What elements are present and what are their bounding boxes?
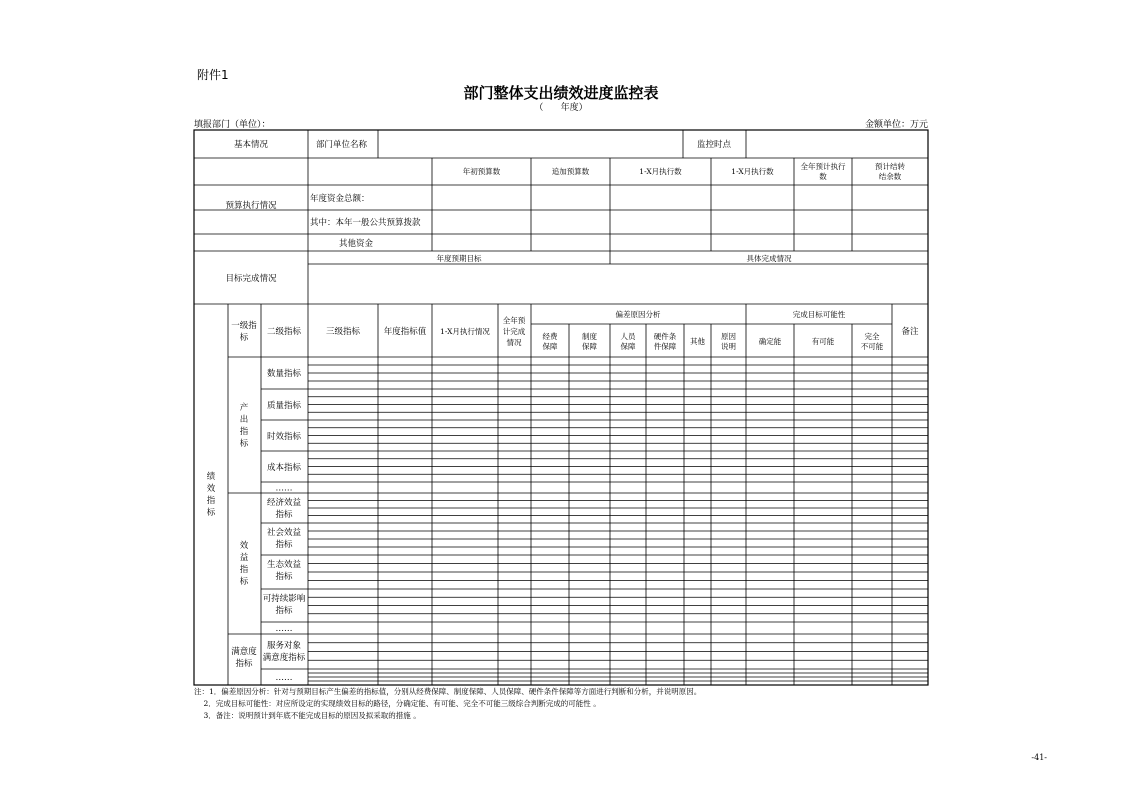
output-indicator-item: 数量指标 [266, 369, 302, 379]
output-indicator-item: …… [275, 483, 293, 494]
forecast-header: 全年预计完成情况 [502, 316, 526, 347]
deviation-item-header: 原因说明 [721, 332, 736, 351]
deviation-item-header: 人员保障 [620, 332, 636, 351]
budget-col-header: 追加预算数 [551, 167, 590, 176]
section-budget-exec: 预算执行情况 [225, 201, 277, 211]
budget-row-public: 其中：本年一般公共预算拨款 [310, 218, 421, 228]
possibility-item-header: 有可能 [811, 337, 835, 346]
satisfaction-indicator-item: …… [275, 673, 293, 683]
benefit-indicator-item: 社会效益指标 [266, 528, 302, 550]
section-perf-indicators: 绩效指标 [206, 472, 216, 518]
output-indicator-item: 质量指标 [266, 401, 302, 411]
budget-col-header: 1-X月执行数 [731, 167, 774, 176]
level2-header: 二级指标 [266, 327, 302, 337]
section-basic-info: 基本情况 [233, 140, 269, 150]
output-indicator-label: 产出指标 [239, 403, 249, 449]
budget-row-other: 其他资金 [338, 239, 374, 249]
benefit-indicator-label: 效益指标 [239, 541, 249, 587]
specific-status-header: 具体完成情况 [746, 254, 792, 263]
deviation-item-header: 其他 [690, 337, 705, 346]
annual-value-header: 年度指标值 [383, 327, 427, 337]
page-number: -41- [1031, 753, 1047, 762]
possibility-item-header: 完全不可能 [860, 332, 884, 351]
benefit-indicator-item: …… [275, 624, 293, 634]
level1-header: 一级指标 [231, 321, 257, 343]
level3-header: 三级指标 [325, 327, 361, 337]
notes-section [194, 686, 701, 722]
deviation-item-header: 经费保障 [542, 332, 558, 351]
output-indicator-item: 成本指标 [266, 463, 302, 473]
section-goal-status: 目标完成情况 [225, 274, 277, 284]
budget-col-header: 1-X月执行数 [639, 167, 682, 176]
possibility-header: 完成目标可能性 [792, 310, 846, 319]
unit-name-label: 部门单位名称 [316, 140, 368, 150]
note-3: 3．备注：说明预计到年底不能完成目标的原因及拟采取的措施 。 [194, 711, 421, 720]
budget-col-header: 全年预计执行数 [800, 162, 846, 181]
budget-col-header: 年初预算数 [462, 167, 501, 176]
benefit-indicator-item: 生态效益指标 [266, 560, 302, 582]
annual-goal-header: 年度预期目标 [436, 254, 482, 263]
reporting-dept-label: 填报部门（单位）： [194, 120, 271, 130]
satisfaction-indicator-label: 满意度指标 [231, 647, 257, 669]
satisfaction-indicator-item: 服务对象满意度指标 [262, 641, 306, 663]
exec-header: 1-X月执行情况 [440, 327, 490, 336]
benefit-indicator-item: 可持续影响指标 [262, 594, 306, 616]
remarks-header: 备注 [901, 327, 919, 337]
deviation-item-header: 制度保障 [582, 332, 597, 351]
output-indicator-item: 时效指标 [266, 432, 302, 442]
budget-col-header: 预计结转结余数 [875, 162, 905, 181]
year-subtitle: （ 年度） [534, 103, 588, 113]
deviation-header: 偏差原因分析 [615, 310, 661, 319]
page-title: 部门整体支出绩效进度监控表 [463, 84, 659, 102]
benefit-indicator-item: 经济效益指标 [266, 498, 302, 520]
attachment-label: 附件1 [197, 68, 229, 82]
note-2: 2．完成目标可能性：对应所设定的实现绩效目标的路径，分确定能、有可能、完全不可能三级综合判断完成的可能性 。 [194, 699, 601, 708]
deviation-item-header: 硬件条件保障 [653, 332, 677, 351]
possibility-item-header: 确定能 [758, 337, 782, 346]
note-1: 注：1．偏差原因分析：针对与预期目标产生偏差的指标值，分别从经费保障、制度保障、人员保障、硬件条件保障等方面进行判断和分析，并说明原因。 [194, 687, 702, 696]
budget-row-total: 年度资金总额： [310, 194, 370, 204]
monitor-time-label: 监控时点 [696, 140, 732, 150]
amount-unit-label: 金额单位：万元 [864, 120, 928, 130]
